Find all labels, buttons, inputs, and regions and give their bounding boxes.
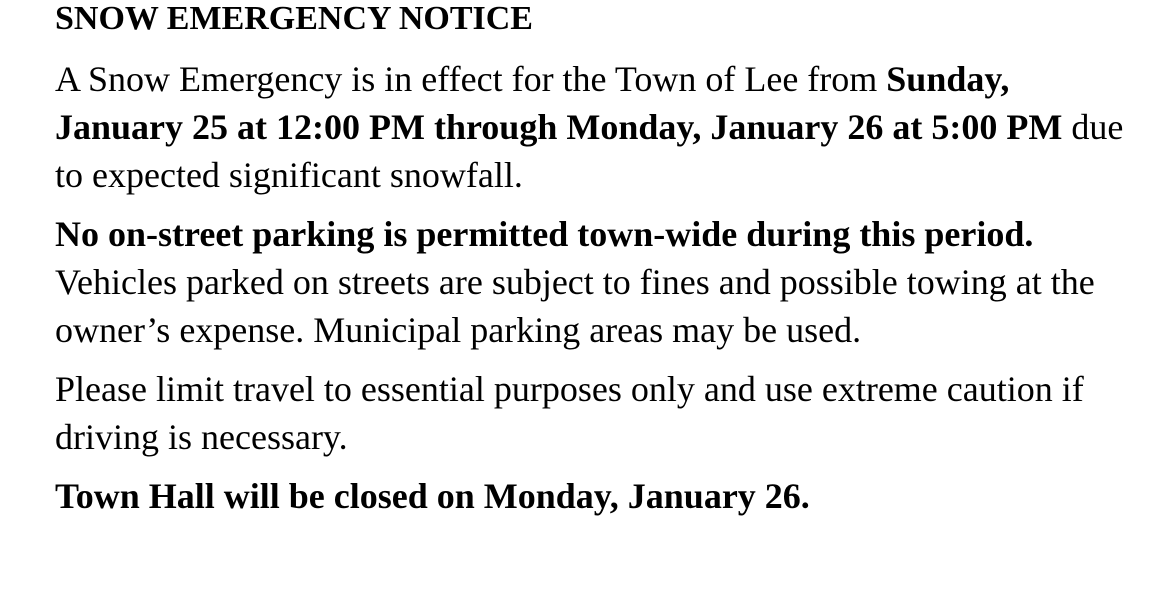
notice-paragraph-parking bbox=[55, 210, 1130, 354]
notice-paragraph-town-hall: Town Hall will be closed on Monday, January 26. bbox=[55, 476, 810, 516]
notice-paragraph-effect-period bbox=[55, 55, 1130, 199]
effect-dates-text: Sunday, January 25 at 12:00 PM through Monday, January 26 at 5:00 PM bbox=[55, 59, 1063, 147]
parking-ban-text: No on-street parking is permitted town-wide during this period. bbox=[55, 214, 1034, 254]
snow-emergency-notice bbox=[55, 0, 1130, 520]
notice-paragraph-travel: Please limit travel to essential purposes only and use extreme caution if driving is necessary. bbox=[55, 369, 1084, 457]
effect-tail-text: due to expected significant snowfall. bbox=[55, 107, 1124, 195]
parking-details-text: Vehicles parked on streets are subject to fines and possible towing at the owner’s expense. Municipal parking areas may be used. bbox=[55, 262, 1095, 350]
notice-title: SNOW EMERGENCY NOTICE bbox=[55, 0, 533, 37]
effect-intro-text: A Snow Emergency is in effect for the Town of Lee from bbox=[55, 59, 887, 99]
